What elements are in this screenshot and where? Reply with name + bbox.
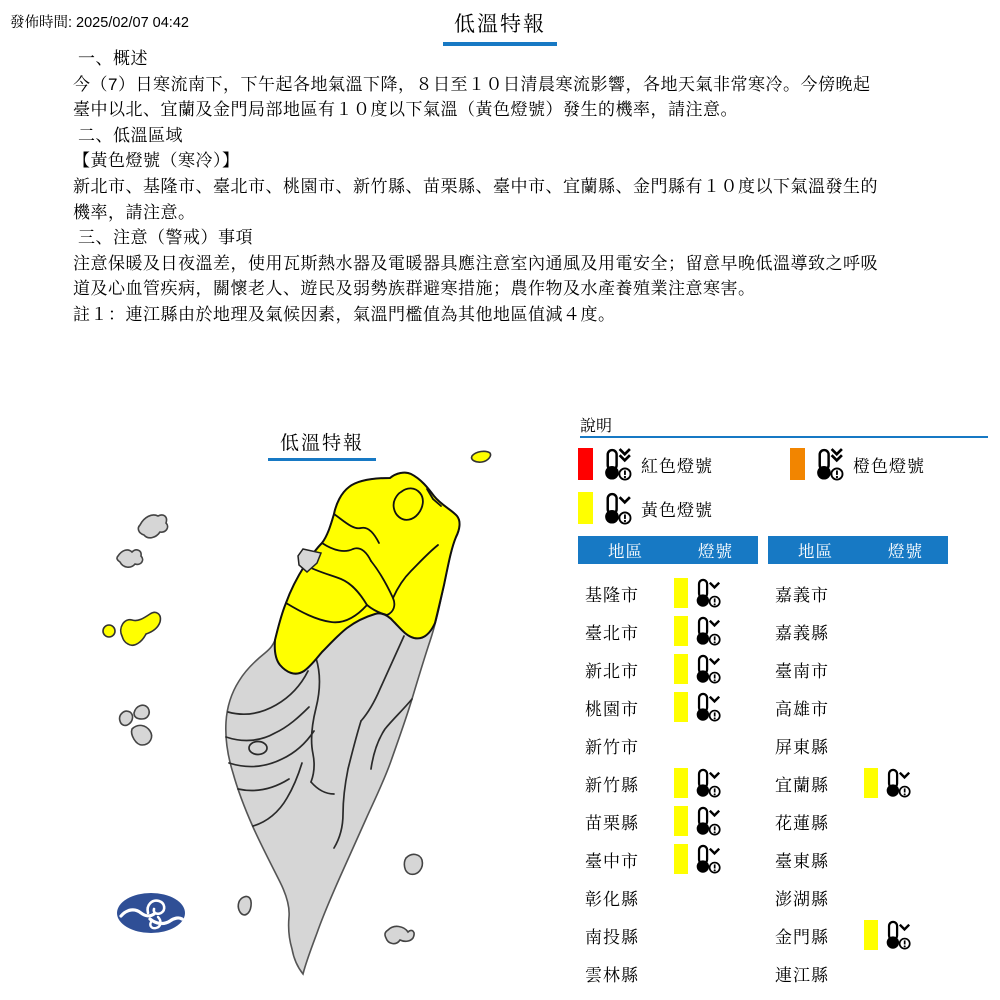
body-line: 今（7）日寒流南下，下午起各地氣溫下降，８日至１０日清晨寒流影響，各地天氣非常寒冷。今傍晚起	[73, 74, 871, 94]
signal-swatch	[864, 768, 878, 798]
signal-cell	[674, 844, 722, 874]
legend-item-label: 紅色燈號	[641, 456, 713, 476]
map-penghu-3	[132, 725, 152, 745]
thermometer-down-icon	[882, 920, 912, 950]
signal-cell	[674, 768, 722, 798]
map-green-island	[404, 854, 422, 874]
table-row	[768, 916, 948, 954]
thermometer-down-icon	[692, 844, 722, 874]
region-label: 基隆市	[585, 585, 639, 605]
thermometer-down-icon	[692, 768, 722, 798]
signal-cell	[674, 654, 722, 684]
table-row	[768, 878, 948, 916]
region-label: 新北市	[585, 661, 639, 681]
thermometer-down-icon	[692, 616, 722, 646]
table-row	[768, 764, 948, 802]
region-table-left	[578, 536, 758, 992]
region-label: 新竹市	[585, 737, 639, 757]
signal-cell	[864, 768, 912, 798]
body-line: 註１：連江縣由於地理及氣候因素，氣溫門檻值為其他地區值減４度。	[73, 304, 616, 324]
yellow-signal-swatch	[578, 492, 593, 524]
region-label: 南投縣	[585, 927, 639, 947]
table-row	[578, 916, 758, 954]
page-title-wrap	[0, 8, 1000, 46]
signal-swatch	[674, 844, 688, 874]
signal-swatch	[864, 920, 878, 950]
map-xiaoliuqiu	[238, 896, 251, 914]
map-orchid-island	[385, 926, 414, 943]
region-label: 彰化縣	[585, 889, 639, 909]
region-label: 臺東縣	[775, 851, 829, 871]
region-label: 雲林縣	[585, 965, 639, 985]
thermometer-down-icon	[692, 806, 722, 836]
body-line: 三、注意（警戒）事項	[78, 228, 253, 248]
advisory-text	[73, 46, 943, 328]
body-line: 臺中以北、宜蘭及金門局部地區有１０度以下氣溫（黃色燈號）發生的機率，請注意。	[73, 100, 738, 120]
thermometer-down-icon	[600, 448, 633, 481]
region-label: 臺北市	[585, 623, 639, 643]
table-row	[768, 612, 948, 650]
thermometer-down-icon	[812, 448, 845, 481]
region-label: 宜蘭縣	[775, 775, 829, 795]
region-label: 連江縣	[775, 965, 829, 985]
map-matsu	[138, 515, 167, 538]
table-row	[768, 954, 948, 992]
table-row	[768, 574, 948, 612]
signal-swatch	[674, 578, 688, 608]
signal-cell	[674, 692, 722, 722]
table-row	[578, 840, 758, 878]
table-row	[768, 840, 948, 878]
body-line: 二、低溫區域	[78, 125, 183, 145]
table-row	[578, 726, 758, 764]
table-row	[578, 764, 758, 802]
region-label: 臺中市	[585, 851, 639, 871]
region-label: 嘉義縣	[775, 623, 829, 643]
table-row	[768, 650, 948, 688]
orange-signal-swatch	[790, 448, 805, 480]
thermometer-down-icon	[692, 692, 722, 722]
table-row	[578, 878, 758, 916]
table-row	[578, 802, 758, 840]
signal-swatch	[674, 616, 688, 646]
region-label: 苗栗縣	[585, 813, 639, 833]
red-signal-swatch	[578, 448, 593, 480]
region-label: 新竹縣	[585, 775, 639, 795]
page-title: 低溫特報	[443, 8, 557, 46]
legend-item-yellow	[578, 490, 713, 526]
region-label: 桃園市	[585, 699, 639, 719]
map-penghu	[120, 711, 133, 725]
body-line: 注意保暖及日夜溫差，使用瓦斯熱水器及電暖器具應注意室內通風及用電安全；留意早晚低溫導致之呼吸	[73, 253, 878, 273]
table-row	[578, 612, 758, 650]
thermometer-down-icon	[692, 578, 722, 608]
legend-item-red	[578, 446, 713, 482]
body-line: 【黃色燈號（寒冷）】	[73, 151, 240, 171]
body-line: 道及心血管疾病，關懷老人、遊民及弱勢族群避寒措施；農作物及水產養殖業注意寒害。	[73, 279, 756, 299]
table-row	[768, 802, 948, 840]
table-row	[768, 726, 948, 764]
region-label: 嘉義市	[775, 585, 829, 605]
legend-title: 說明	[580, 418, 613, 435]
publish-time: 發佈時間: 2025/02/07 04:42	[10, 15, 189, 31]
body-line: 新北市、基隆市、臺北市、桃園市、新竹縣、苗栗縣、臺中市、宜蘭縣、金門縣有１０度以下氣溫發生的	[73, 176, 878, 196]
region-label: 花蓮縣	[775, 813, 829, 833]
table-header	[768, 536, 948, 564]
region-label: 屏東縣	[775, 737, 829, 757]
map-matsu-2	[117, 550, 143, 567]
header-cell-region: 地區	[608, 543, 643, 561]
legend-item-orange	[790, 446, 925, 482]
signal-cell	[864, 920, 912, 950]
signal-swatch	[674, 768, 688, 798]
signal-swatch	[674, 806, 688, 836]
signal-swatch	[674, 692, 688, 722]
signal-cell	[674, 578, 722, 608]
table-row	[578, 688, 758, 726]
header-cell-signal: 燈號	[888, 543, 923, 561]
map-kinmen-islet	[103, 625, 115, 637]
table-row	[578, 574, 758, 612]
region-label: 高雄市	[775, 699, 829, 719]
signal-swatch	[674, 654, 688, 684]
signal-cell	[674, 806, 722, 836]
region-table-right	[768, 536, 948, 992]
thermometer-down-icon	[600, 492, 633, 525]
table-row	[578, 954, 758, 992]
legend-divider	[580, 436, 988, 438]
legend-item-label: 橙色燈號	[853, 456, 925, 476]
map-title: 低溫特報	[268, 428, 376, 461]
cwb-logo	[117, 893, 185, 933]
region-label: 澎湖縣	[775, 889, 829, 909]
map-diaoyutai	[472, 451, 491, 462]
table-row	[768, 688, 948, 726]
region-label: 金門縣	[775, 927, 829, 947]
taiwan-map	[75, 405, 575, 1000]
header-cell-signal: 燈號	[698, 543, 733, 561]
body-line: 機率，請注意。	[73, 202, 196, 222]
map-penghu-2	[134, 705, 149, 719]
map-kinmen	[121, 612, 161, 645]
signal-cell	[674, 616, 722, 646]
thermometer-down-icon	[882, 768, 912, 798]
table-header	[578, 536, 758, 564]
header-cell-region: 地區	[798, 543, 833, 561]
region-label: 臺南市	[775, 661, 829, 681]
thermometer-down-icon	[692, 654, 722, 684]
legend-item-label: 黃色燈號	[641, 500, 713, 520]
table-row	[578, 650, 758, 688]
body-line: 一、概述	[78, 49, 148, 68]
